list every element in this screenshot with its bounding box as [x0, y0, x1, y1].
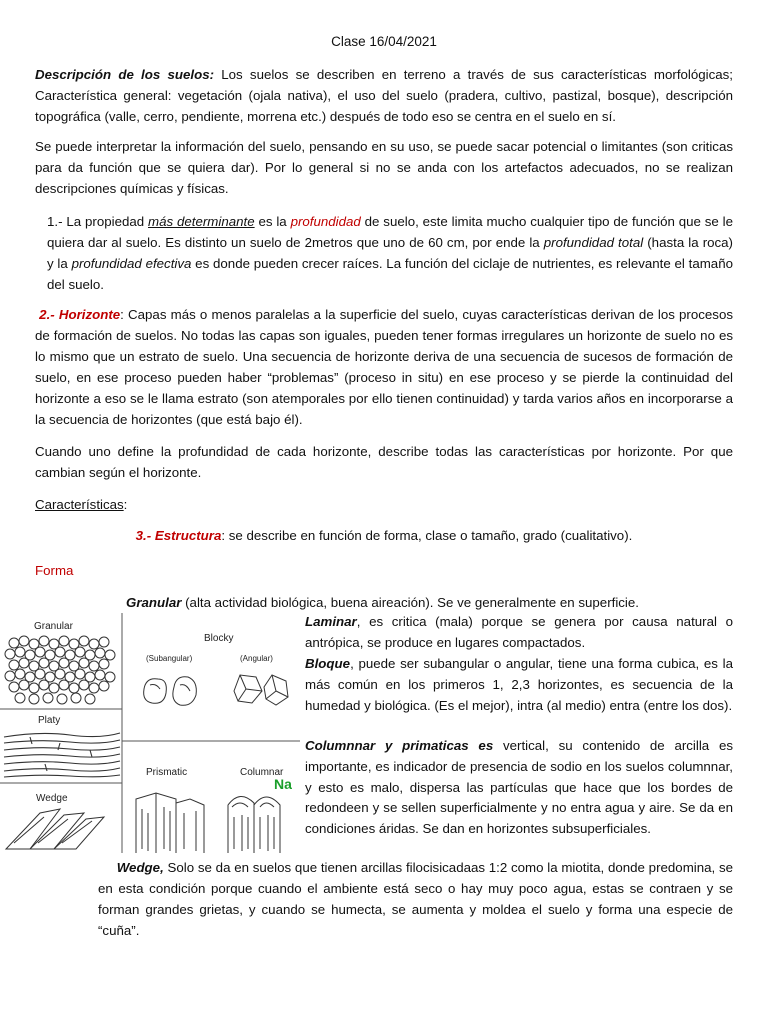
soil-structure-figure: [0, 613, 300, 853]
paragraph-granular: Granular (alta actividad biológica, buena aireación). Se ve generalmente en superficie.: [126, 595, 639, 610]
caracteristicas-heading: Características:: [35, 497, 128, 512]
paragraph-horizonte: 2.- Horizonte: Capas más o menos paralelas a la superficie del suelo, cuyas características derivan de los procesos de formación de suelos. No todas las capas son iguales, pueden tener formas irregulares un horizonte de suelo no es lo mismo que un estrato de suelo. Una secuencia de horizonte deriva de una secuencia de sucesos de formación de suelo, en ese proceso pueden haber “problemas” (proceso in situ) en ese proceso y se pierde la continuidad del horizonte a eso se le llama estrato (son atemporales por ello tienen continuidad) y tarda varios años en incorporarse a la secuencia de horizontes (que está bajo él).: [35, 307, 733, 427]
heading-horizonte: 2.- Horizonte: [39, 307, 121, 322]
paragraph-profundidad: 1.- La propiedad más determinante es la profundidad de suelo, este limita mucho cualquier tipo de función que se le quiera dar al suelo. Es distinto un suelo de 2metros que uno de 60 cm, por ende la profundidad total (hasta la roca) y la profundidad efectiva es donde pueden crecer raíces. La función del ciclaje de nutrientes, es relevante el tamaño del suelo.: [47, 214, 733, 292]
paragraph-estructura: 3.- Estructura: se describe en función de forma, clase o tamaño, grado (cualitativo).: [135, 528, 633, 543]
handwritten-na-annotation: Na: [274, 776, 292, 792]
paragraph-interpretacion: Se puede interpretar la información del suelo, pensando en su uso, se puede sacar potencial o limitantes (son criticas para da función que se quiera dar). Por lo general si no se anda con los artefactos adecuados, no se realizan descripciones químicas y físicas.: [35, 139, 733, 196]
figure-label-wedge: Wedge: [36, 793, 68, 804]
figure-label-prismatic: Prismatic: [146, 767, 188, 778]
prismatic-illustration: [136, 793, 204, 853]
forma-heading: Forma: [35, 563, 74, 578]
paragraph-descripcion: Descripción de los suelos: Los suelos se describen en terreno a través de sus características morfológicas; Característica general: vegetación (ojala nativa), el uso del suelo (pradera, cultivo, pastizal, bosque), descripción topográfica (valle, cerro, pendiente, morrena etc.) después de todo eso se centra en el suelo en sí.: [35, 67, 733, 124]
figure-label-angular: (Angular): [240, 654, 273, 663]
figure-label-granular: Granular: [34, 621, 73, 632]
figure-label-platy: Platy: [38, 715, 61, 726]
figure-label-columnar: Columnar: [240, 767, 284, 778]
heading-descripcion: Descripción de los suelos:: [35, 67, 215, 82]
figure-label-subangular: (Subangular): [146, 654, 193, 663]
paragraph-bloque: Bloque, puede ser subangular o angular, tiene una forma cubica, es la más común en los primeros 1, 2,3 horizontes, es secuencia de la humedad y biológica. (Es el mejor), intra (al medio) entra (entre los dos).: [305, 656, 733, 713]
paragraph-wedge: Wedge, Solo se da en suelos que tienen arcillas filocisicadaas 1:2 como la miotita, donde predomina, se en esta condición porque cuando el ambiente está seco o hay muy poco agua, estas se contraen y se forman grandes grietas, y cuando se humecta, se aumenta y moldea el suelo y forma una especie de “cuña”.: [98, 860, 733, 938]
paragraph-definicion: Cuando uno define la profundidad de cada horizonte, describe todas las características por horizonte. Por que cambian según el horizonte.: [35, 444, 733, 480]
paragraph-columnar: Columnnar y primaticas es vertical, su contenido de arcilla es importante, es indicador de presencia de sodio en los suelos columnnar, y esto es malo, dispersa las partículas que hace que los bordes de redondeen y se sellen superficialmente y no entra agua y aire. Se da en condiciones áridas. Se dan en horizontes subsuperficiales.: [305, 738, 733, 837]
columnar-illustration: [228, 796, 280, 853]
figure-label-blocky: Blocky: [204, 633, 234, 644]
page-title: Clase 16/04/2021: [331, 34, 437, 49]
paragraph-laminar: Laminar, es critica (mala) porque se genera por causa natural o antrópica, se produce en lugares compactados.: [305, 614, 733, 650]
